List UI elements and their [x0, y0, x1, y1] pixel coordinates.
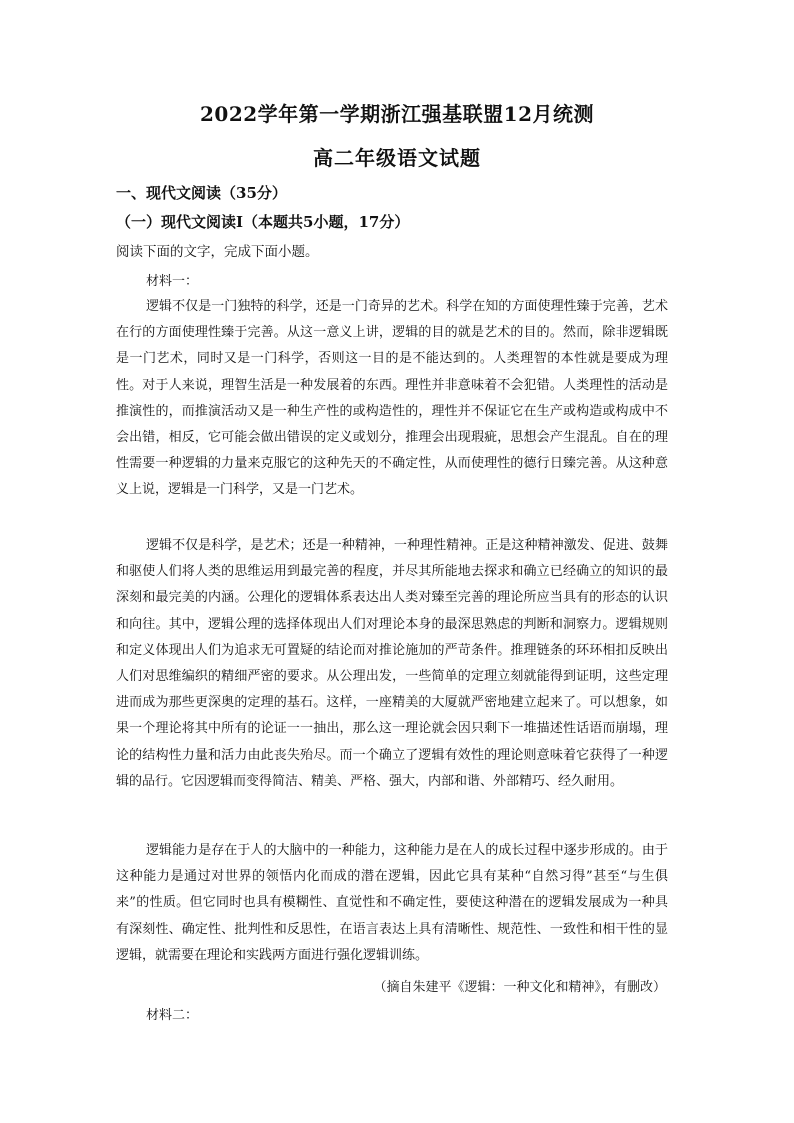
material1-label: 材料一： [146, 274, 199, 289]
subsection-heading: （一）现代文阅读Ⅰ（本题共5小题，17分） [116, 213, 410, 231]
exam-subtitle: 高二年级语文试题 [313, 146, 481, 170]
source-citation: （摘自朱建平《逻辑：一种文化和精神》，有删改） [373, 980, 666, 995]
paragraph-1: 逻辑不仅是一门独特的科学，还是一门奇异的艺术。科学在知的方面使理性臻于完善，艺术在行的方面使理性臻于完善。从这一意义上讲，逻辑的目的就是艺术的目的。然而，除非逻辑既是一门艺术，同时又是一门科学，否则这一目的是不能达到的。人类理智的本性就是要成为理性。对于人来说，理智生活是一种发展着的东西。理性并非意味着不会犯错。人类理性的活动是推演性的，而推演活动又是一种生产性的或构造性的，理性并不保证它在生产或构造或构成中不会出错，相反，它可能会做出错误的定义或划分，推理会出现瑕疵，思想会产生混乱。自在的理性需要一种逻辑的力量来克服它的这种先天的不确定性，从而使理性的德行日臻完善。从这种意义上说，逻辑是一门科学，又是一门艺术。 [116, 299, 668, 498]
exam-title: 2022学年第一学期浙江强基联盟12月统测 [200, 102, 594, 126]
reading-instruction: 阅读下面的文字，完成下面小题。 [116, 244, 319, 260]
paragraph-2: 逻辑不仅是科学，是艺术；还是一种精神，一种理性精神。正是这种精神激发、促进、鼓舞和驱使人们将人类的思维运用到最完善的程度，并尽其所能地去探求和确立已经确立的知识的最深刻和最完美的内涵。公理化的逻辑体系表达出人类对臻至完善的理论所应当具有的形态的认识和向往。其中，逻辑公理的选择体现出人们对理论本身的最深思熟虑的判断和洞察力。逻辑规则和定义体现出人们为追求无可置疑的结论而对推论施加的严苛条件。推理链条的环环相扣反映出人们对思维编织的精细严密的要求。从公理出发，一些简单的定理立刻就能得到证明，这些定理进而成为那些更深奥的定理的基石。这样，一座精美的大厦就严密地建立起来了。可以想象，如果一个理论将其中所有的论证一一抽出，那么这一理论就会因只剩下一堆描述性话语而崩塌，理论的结构性力量和活力由此丧失殆尽。而一个确立了逻辑有效性的理论则意味着它获得了一种逻辑的品行。它因逻辑而变得简洁、精美、严格、强大，内部和谐、外部精巧、经久耐用。 [116, 538, 668, 789]
section-heading: 一、现代文阅读（35分） [116, 184, 287, 202]
paragraph-3: 逻辑能力是存在于人的大脑中的一种能力，这种能力是在人的成长过程中逐步形成的。由于这种能力是通过对世界的领悟内化而成的潜在逻辑，因此它具有某种“自然习得”甚至“与生俱来”的性质。但它同时也具有模糊性、直觉性和不确定性，要使这种潜在的逻辑发展成为一种具有深刻性、确定性、批判性和反思性，在语言表达上具有清晰性、规范性、一致性和相干性的显逻辑，就需要在理论和实践两方面进行强化逻辑训练。 [116, 843, 668, 963]
material2-label: 材料二： [146, 1008, 199, 1023]
